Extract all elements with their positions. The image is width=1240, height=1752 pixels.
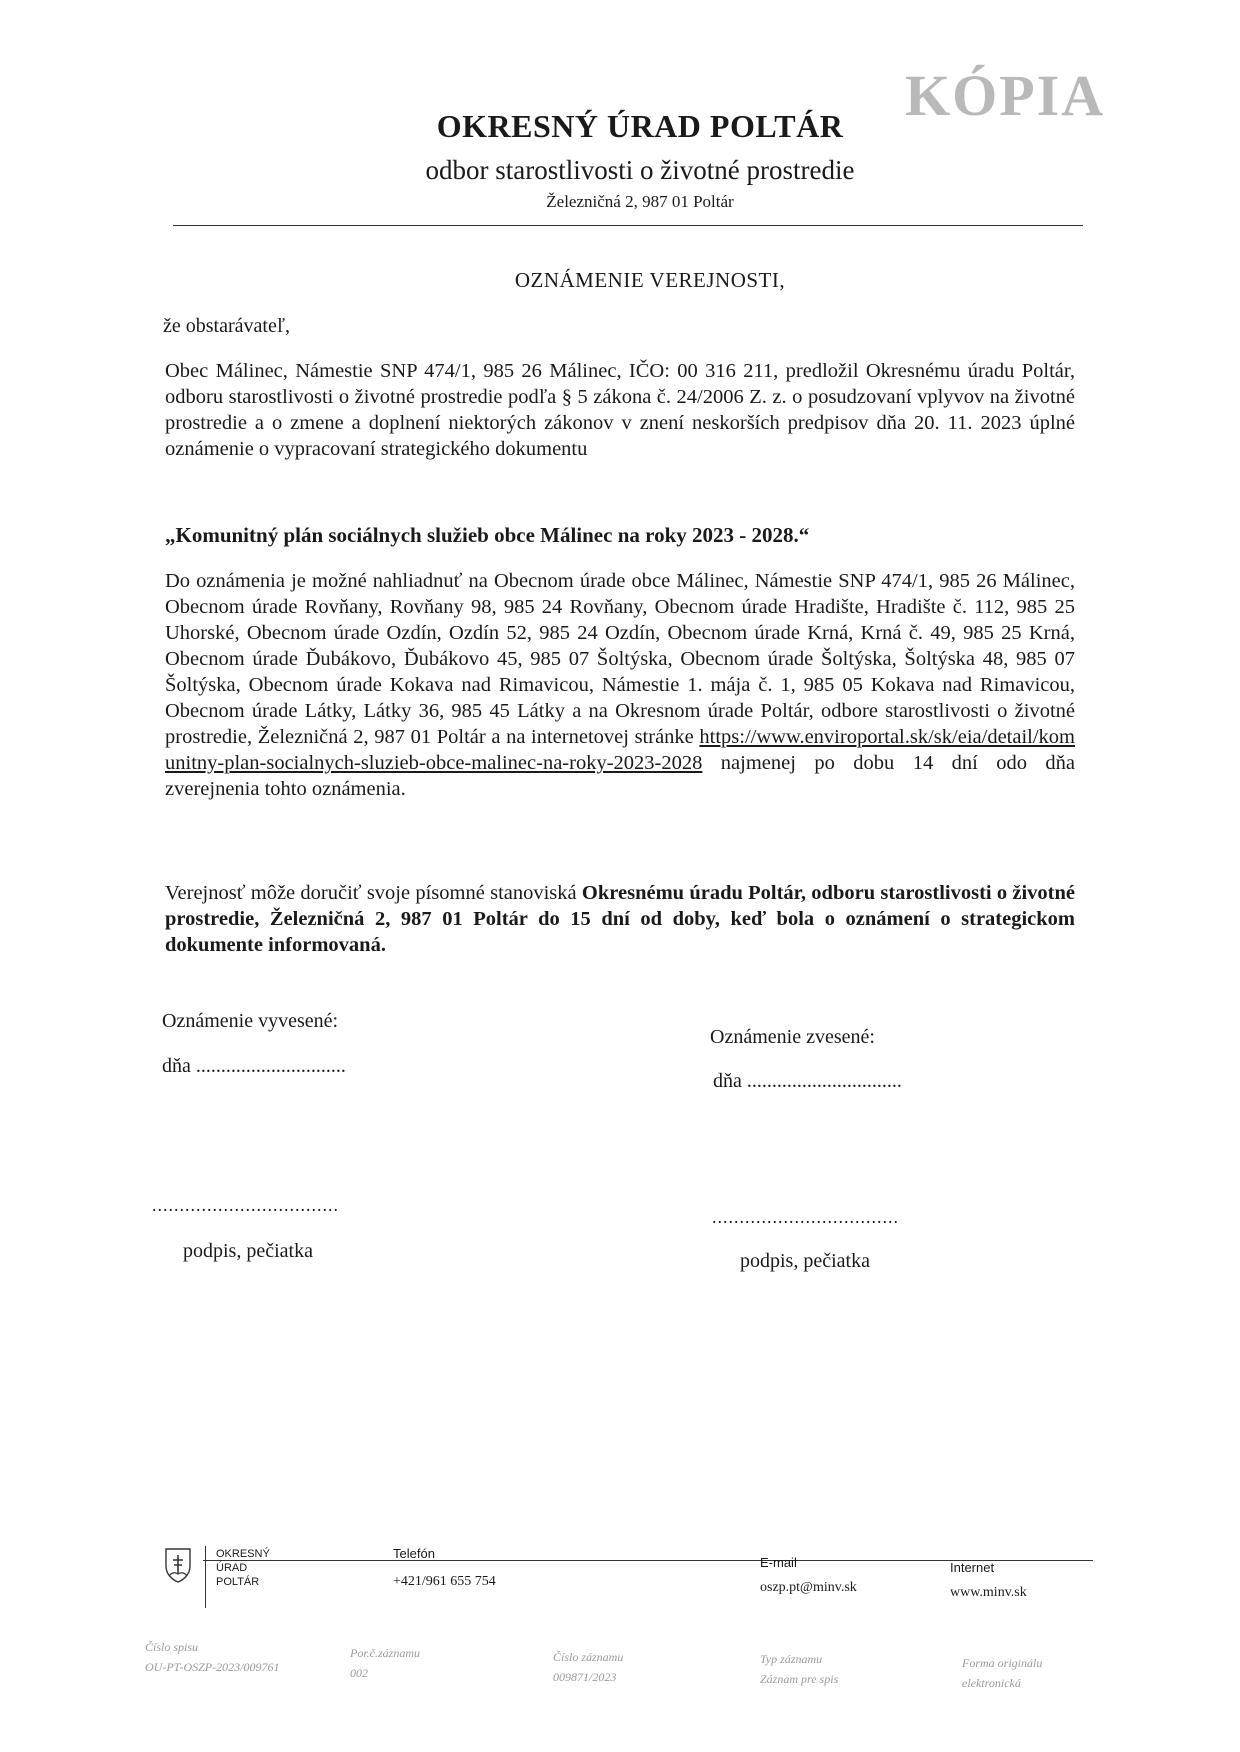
notice-intro: že obstarávateľ, — [163, 315, 290, 337]
inspection-tail: najmenej po dobu 14 dní odo dňa zverejnenia tohto oznámenia. — [165, 752, 1075, 800]
meta-record-order-value: 002 — [350, 1666, 368, 1680]
phone-value: +421/961 655 754 — [393, 1574, 496, 1589]
meta-record-type-label: Typ záznamu — [760, 1652, 823, 1666]
removed-signature-line: .................................. — [712, 1207, 899, 1227]
meta-record-order-label: Por.č.záznamu — [350, 1646, 421, 1660]
posted-label: Oznámenie vyvesené: — [162, 1010, 339, 1032]
comments-recipient: Okresnému úradu Poltár, odboru starostlivosti o životné prostredie, Železničná 2, 987 01 Poltár do 15 dní od doby, keď bola o oznámení o strategickom dokumente informovaná. — [165, 882, 1076, 956]
meta-original-form-label: Forma originálu — [962, 1656, 1043, 1670]
office-address: Železničná 2, 987 01 Poltár — [546, 192, 734, 211]
department-name: odbor starostlivosti o životné prostredie — [425, 155, 855, 185]
comments-text: Verejnosť môže doručiť svoje písomné stanoviská — [165, 882, 577, 904]
meta-record-type-value: Záznam pre spis — [760, 1672, 839, 1686]
removed-date: dňa ............................... — [713, 1070, 902, 1092]
meta-record-number-label: Číslo záznamu — [553, 1650, 624, 1664]
posted-date: dňa .............................. — [162, 1055, 346, 1077]
inspection-text: Do oznámenia je možné nahliadnuť na Obecnom úrade obce Málinec, Námestie SNP 474/1, 985 26 Málinec, Obecnom úrade Rovňany, Rovňany 98, 985 24 Rovňany, Obecnom úrade Hradište, Hradište č. 112, 985 25 Uhorské, Obecnom úrade Ozdín, Ozdín 52, 985 24 Ozdín, Obecnom úrade Krná, Krná č. 49, 985 25 Krná, Obecnom úrade Ďubákovo, Ďubákovo 45, 985 07 Šoltýska, Obecnom úrade Šoltýska, Šoltýska 48, 985 07 Šoltýska, Obecnom úrade Kokava nad Rimavicou, Námestie 1. mája č. 1, 985 05 Kokava nad Rimavicou, Obecnom úrade Látky, Látky 36, 985 45 Látky a na Okresnom úrade Poltár, odbore starostlivosti o životné prostredie, Železničná 2, 987 01 Poltár a na internetovej stránke — [165, 570, 1075, 748]
paragraph-submission: Obec Málinec, Námestie SNP 474/1, 985 26 Málinec, IČO: 00 316 211, predložil Okresnému úradu Poltár, odboru starostlivosti o životné prostredie podľa § 5 zákona č. 24/2006 Z. z. o posudzovaní vplyvov na životné prostredie a o zmene a doplnení niektorých zákonov v znení neskorších predpisov dňa 20. 11. 2023 úplné oznámenie o vypracovaní strategického dokumentu — [165, 360, 1075, 460]
email-value[interactable]: oszp.pt@minv.sk — [760, 1580, 857, 1595]
footer-office-name: OKRESNÝ ÚRAD POLTÁR — [216, 1548, 270, 1588]
posted-signature-caption: podpis, pečiatka — [183, 1240, 313, 1262]
internet-value[interactable]: www.minv.sk — [950, 1585, 1027, 1600]
enviroportal-link[interactable]: https://www.enviroportal.sk/sk/eia/detail/komunitny-plan-socialnych-sluzieb-obce-malinec-na-roky-2023-2028 — [165, 726, 1075, 774]
coat-of-arms-icon — [164, 1546, 192, 1584]
meta-original-form-value: elektronická — [962, 1676, 1021, 1690]
document-title: „Komunitný plán sociálnych služieb obce Málinec na roky 2023 - 2028.“ — [165, 523, 810, 547]
email-label: E-mail — [760, 1555, 797, 1570]
notice-heading: OZNÁMENIE VEREJNOSTI, — [514, 268, 786, 292]
header-divider — [173, 225, 1083, 226]
meta-file-number-label: Číslo spisu — [145, 1640, 199, 1654]
removed-label: Oznámenie zvesené: — [710, 1026, 875, 1048]
paragraph-comments — [165, 880, 1075, 958]
paragraph-inspection — [165, 568, 1075, 802]
footer-vertical-divider — [205, 1546, 206, 1608]
phone-label: Telefón — [393, 1546, 435, 1561]
office-title: OKRESNÝ ÚRAD POLTÁR — [436, 108, 844, 144]
posted-signature-line: .................................. — [152, 1195, 339, 1215]
internet-label: Internet — [950, 1560, 995, 1575]
removed-signature-caption: podpis, pečiatka — [740, 1250, 870, 1272]
meta-record-number-value: 009871/2023 — [553, 1670, 617, 1684]
meta-file-number-value: OU-PT-OSZP-2023/009761 — [145, 1660, 280, 1674]
copy-stamp: KÓPIA — [905, 63, 1106, 128]
